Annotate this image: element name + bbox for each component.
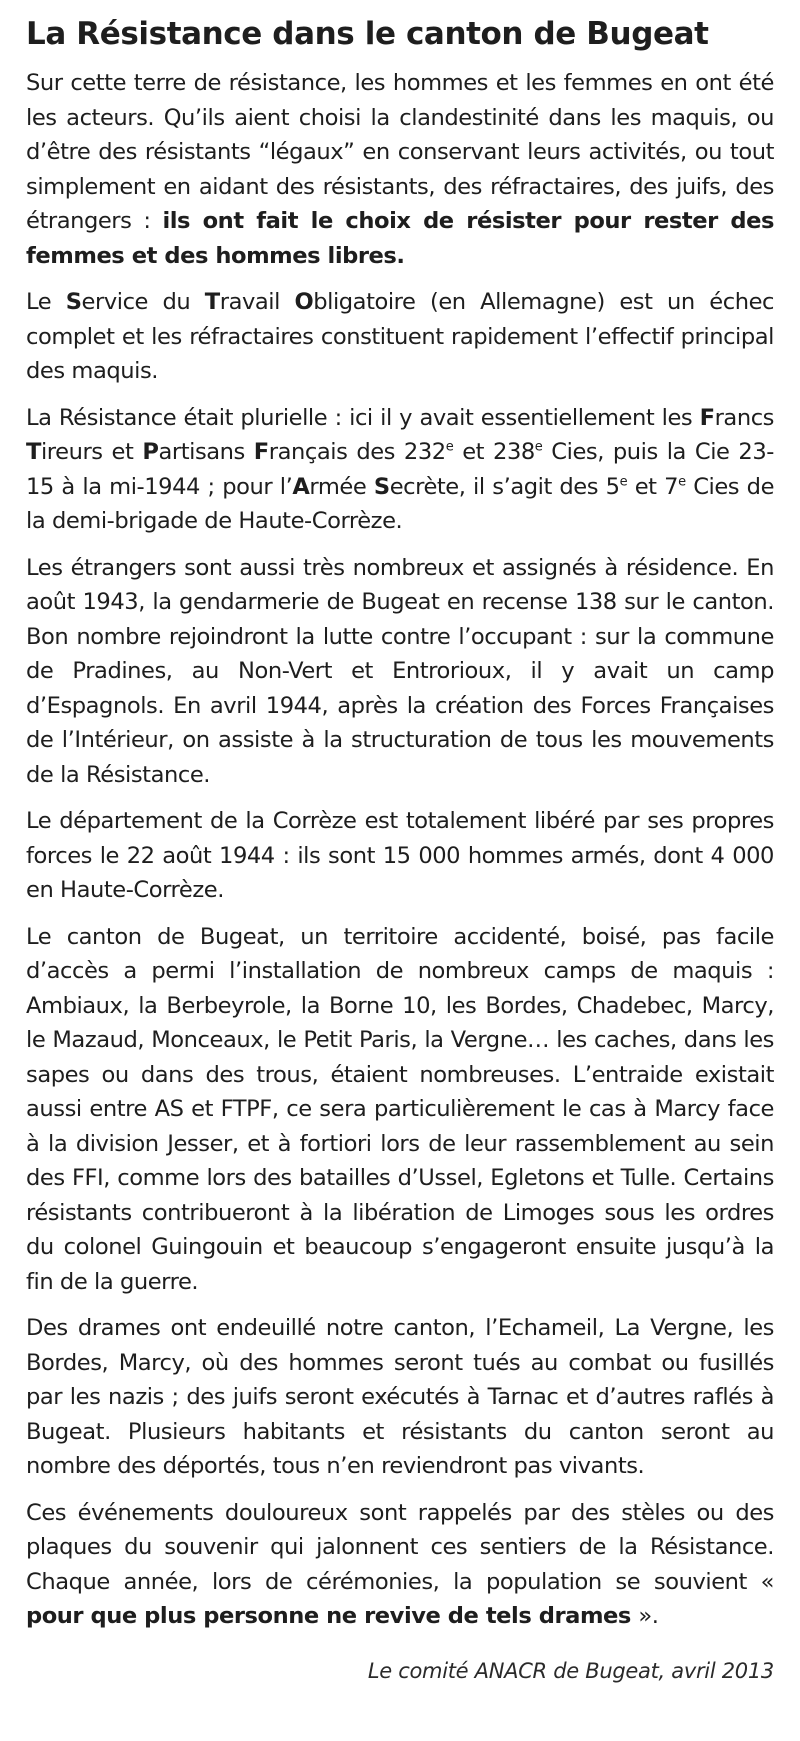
signature: Le comité ANACR de Bugeat, avril 2013 — [367, 1658, 774, 1683]
text-run: ravail — [219, 289, 295, 315]
paragraph-5 — [26, 804, 774, 908]
bold-text: P — [142, 439, 159, 465]
text-run: Le département de la Corrèze est totalement libéré par ses propres forces le 22 août 1944 : ils sont 15 000 hommes armés, dont 4 000 en Haute-Corrèze. — [26, 808, 774, 903]
bold-text: T — [204, 289, 220, 315]
text-run: ervice du — [81, 289, 205, 315]
page-title: La Résistance dans le canton de Bugeat — [26, 16, 709, 52]
bold-text: F — [699, 404, 715, 431]
paragraph-2 — [26, 285, 774, 389]
text-run: Sur cette terre de résistance, les hommes et les femmes en ont été les acteurs. Qu’ils aient choisi la clandestinité dans les maquis, ou d’être des résistants “légaux” en conservant leurs activités, ou tout simplement en aidant des résistants, des réfractaires, des juifs, des étrangers : — [26, 70, 774, 234]
text-run: Ces événements douloureux sont rappelés par des stèles ou des plaques du souvenir qui jalonnent ces sentiers de la Résistance. Chaque année, lors de cérémonies, la population se souvient « — [26, 1499, 774, 1595]
text-run: Cies, puis la Cie 23-15 à la mi-1944 ; pour l’ — [26, 439, 774, 500]
bold-text: ils ont fait le choix de résister pour rester des femmes et des hommes libres. — [26, 208, 774, 269]
text-run: Les étrangers sont aussi très nombreux et assignés à résidence. En août 1943, la gendarmerie de Bugeat en recense 138 sur le canton. Bon nombre rejoindront la lutte contre l’occupant : sur la commune de Pradines, au Non-Vert et Entrorioux, il y avait un camp d’Espagnols. En avril 1944, après la création des Forces Françaises de l’Intérieur, on assiste à la structuration de tous les mouvements de la Résistance. — [26, 554, 774, 788]
text-run: artisans — [158, 439, 254, 465]
paragraph-3 — [26, 401, 774, 539]
superscript: e — [678, 473, 686, 489]
text-run: ecrète, il s’agit des 5 — [389, 473, 620, 500]
text-run: et 238 — [453, 439, 535, 465]
text-run: Cies de la demi-brigade de Haute-Corrèze. — [26, 473, 775, 534]
text-run: et 7 — [627, 473, 679, 500]
text-run: Le canton de Bugeat, un territoire accidenté, boisé, pas facile d’accès a permi l’installation de nombreux camps de maquis : Ambiaux, la Berbeyrole, la Borne 10, les Bordes, Chadebec, Marcy, le Mazaud, Monceaux, le Petit Paris, la Vergne… les caches, dans les sapes ou dans des trous, étaient nombreuses. L’entraide existait aussi entre AS et FTPF, ce sera particulièrement le cas à Marcy face à la division Jesser, et à fortiori lors de leur rassemblement au sein des FFI, comme lors des batailles d’Ussel, Egletons et Tulle. Certains résistants contribueront à la libération de Limoges sous les ordres du colonel Guingouin et beaucoup s’engageront ensuite jusqu’à la fin de la guerre. — [26, 923, 774, 1295]
paragraph-4 — [26, 551, 774, 793]
text-run: ireurs et — [40, 439, 143, 465]
bold-text: S — [65, 289, 82, 315]
text-run: Le — [26, 289, 66, 315]
bold-text: F — [253, 439, 269, 465]
text-run: bligatoire (en Allemagne) est un échec complet et les réfractaires constituent rapidement l’effectif principal des maquis. — [26, 289, 774, 384]
bold-text: pour que plus personne ne revive de tels drames — [26, 1603, 639, 1629]
bold-text: O — [294, 289, 314, 315]
superscript: e — [534, 439, 543, 455]
text-run: Des drames ont endeuillé notre canton, l’Echameil, La Vergne, les Bordes, Marcy, où des hommes seront tués au combat ou fusillés par les nazis ; des juifs seront exécutés à Tarnac et d’autres raflés à Bugeat. Plusieurs habitants et résistants du canton seront au nombre des déportés, tous n’en reviendront pas vivants. — [26, 1315, 774, 1479]
article-body — [26, 66, 774, 1634]
superscript: e — [445, 439, 454, 455]
paragraph-1 — [26, 66, 774, 273]
paragraph-6 — [26, 920, 774, 1300]
superscript: e — [619, 473, 628, 489]
bold-text: S — [373, 473, 390, 500]
text-run: La Résistance était plurielle : ici il y avait essentiellement les — [26, 404, 700, 431]
text-run: ». — [638, 1603, 659, 1629]
text-run: rmée — [309, 473, 374, 500]
text-run: rançais des 232 — [268, 439, 446, 465]
bold-text: A — [292, 473, 310, 500]
text-run: rancs — [714, 404, 774, 431]
paragraph-7 — [26, 1311, 774, 1484]
paragraph-8 — [26, 1496, 774, 1634]
bold-text: T — [26, 439, 41, 465]
